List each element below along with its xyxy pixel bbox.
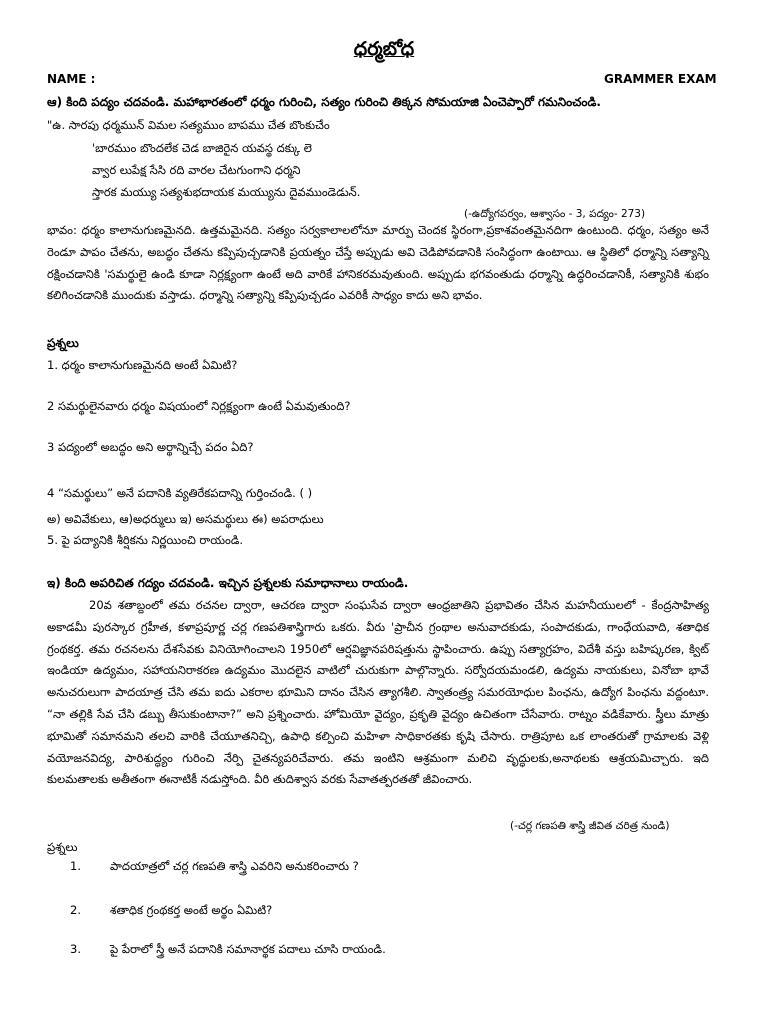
- section-i-questions-label: ప్రశ్నలు: [47, 840, 78, 854]
- question-item: [70, 942, 386, 959]
- page-title: ధర్మబోధ: [353, 38, 415, 60]
- answer-options: అ) అవివేకులు, ఆ)అధర్ములు ఇ) అసమర్థులు ఈ) అపరాధులు: [47, 512, 324, 526]
- question-number: 3.: [70, 942, 81, 956]
- question-item: 1. ధర్మం కాలానుగుణమైనది అంటే ఏమిటి?: [47, 358, 238, 372]
- poem-line: స్తారక మయ్యు సత్యశుభదాయక మయ్యును దైవముండెడున్.: [92, 185, 361, 199]
- poem-source: (-ఉద్యోగపర్వం, ఆశ్వాసం - 3, పద్యం- 273): [464, 208, 646, 220]
- section-a-heading: ఆ) కింది పద్యం చదవండి. మహాభారతంలో ధర్మం గురించి, సత్యం గురించి తిక్కన సోమయాజి ఏంచెప్పారో గమనించండి.: [47, 95, 601, 109]
- question-text: పాదయాత్రలో చర్ల గణపతి శాస్త్రి ఎవరిని అనుకరించారు ?: [110, 859, 359, 873]
- poem-line: వ్వార లుపేక్ష సేసి రది వారల చేటగుంగాని ధర్మని: [92, 163, 301, 177]
- question-text: శతాధిక గ్రంథకర్త అంటే అర్థం ఏమిటి?: [110, 903, 273, 917]
- question-item: 5. పై పద్యానికి శీర్షికను నిర్ణయించి రాయండి.: [47, 533, 243, 547]
- question-text: పై పేరాలో స్త్రీ అనే పదానికి సమానార్థక పదాలు చూసి రాయండి.: [110, 942, 386, 956]
- poem-line: "ఉ. సారపు ధర్మమున్ విమల సత్యముం బాపము చేత బొంకుచేం: [47, 118, 330, 132]
- bhavam-paragraph: భావం: ధర్మం కాలానుగుణమైనది. ఉత్తమమైనది. సత్యం సర్వకాలాలలోనూ మార్పు చెందక స్థిరంగా,ప్రకాశవంతమైనదిగా ఉంటుంది. ధర్మం, సత్యం అనే రెండూ పాపం చేతను, అబద్ధం చేతను కప్పిపుచ్చడానికి ప్రయత్నం చేస్తే అప్పుడు అవి చెడిపోవడానికి సంసిద్ధంగా ఉంటాయి. ఆ స్థితిలో ధర్మాన్ని సత్యాన్ని రక్షించడానికి 'సమర్థులై ఉండి కూడా నిర్లక్ష్యంగా ఉంటే అది వారికే హానికరమవుతుంది. అప్పుడు భగవంతుడు ధర్మాన్ని ఉద్ధరించడానికీ, సత్యానికి శుభం కలిగించడానికి ముందుకు వస్తాడు. ధర్మాన్ని సత్యాన్ని కప్పిపుచ్చడం ఎవరికీ సాధ్యం కాదు అని భావం.: [47, 223, 709, 303]
- question-number: 2.: [70, 903, 81, 917]
- unseen-passage: 20వ శతాబ్దంలో తమ రచనల ద్వారా, ఆచరణ ద్వారా సంఘసేవ ద్వారా ఆంధ్రజాతిని ప్రభావితం చేసిన మహనీయులలో - కేంద్రసాహిత్య అకాడమీ పురస్కార గ్రహీత, కళాప్రపూర్ణ చర్ల గణపతిశాస్త్రిగారు ఒకరు. వీరు 'ప్రాచీన గ్రంథాల అనువాదకుడు, సంపాదకుడు, గాంధేయవాది, శతాధిక గ్రంథకర్త. తమ రచనలను దేశసేవకు వినియోగించాలని 1950లో ఆర్షవిజ్ఞానపరిషత్తును స్థాపించారు. ఉప్పు సత్యాగ్రహం, విదేశీ వస్తు బహిష్కరణ, క్విట్ ఇండియా ఉద్యమం, సహాయనిరాకరణ ఉద్యమం మొదలైన వాటిలో చురుకుగా పాల్గొన్నారు. సర్వోదయమండలి, ఉద్యమ నాయకులు, వినోబా భావే అనుచరులుగా పాదయాత్ర చేసి తమ ఐదు ఎకరాల భూమిని దానం చేసిన త్యాగశీలి. స్వాతంత్ర్య సమరయోధుల పింఛను, ఉద్యోగ పింఛను వద్దంటూ. “నా తల్లికి సేవ చేసి డబ్బు తీసుకుంటానా?” అని ప్రశ్నించారు. హోమియో వైద్యం, ప్రకృతి వైద్యం ఉచితంగా చేసేవారు. రాట్నం వడికేవారు. స్త్రీలు మాత్రు భూమితో సమానమని తలచి వారికి చేయూతనిచ్చి, ఉపాధి కల్పించి మహిళా సాధికారతకు కృషి చేసారు. రాత్రిపూట ఒక లాంతరుతో గ్రామాలకు వెళ్లి వయోజనవిద్య, పారిశుద్ధ్యం గురించి నేర్పి చైతన్యపరిచేవారు. తమ ఇంటిని ఆశ్రమంగా మలిచి వృద్ధులకు,అనాథలకు ఆశ్రయమిచ్చారు. ఇది కులమతాలకు అతీతంగా ఈనాటికీ నడుస్తోంది. వీరి తుదిశ్వాస వరకు సేవాతత్పరతతో జీవించారు.: [47, 598, 709, 787]
- question-item: 4 “సమర్థులు” అనే పదానికి వ్యతిరేకపదాన్ని గుర్తించండి. ( ): [47, 486, 313, 500]
- question-item: 3 పద్యంలో అబద్ధం అని అర్థాన్నిచ్చే పదం ఏది?: [47, 440, 254, 454]
- name-label: NAME :: [47, 72, 96, 86]
- section-i-heading: ఇ) కింది అపరిచిత గద్యం చదవండి. ఇచ్చిన ప్రశ్నలకు సమాధానాలు రాయండి.: [47, 576, 409, 590]
- section-a-questions-label: ప్రశ్నలు: [47, 336, 79, 350]
- poem-line: 'బారముం బొందలేక చెడ బాజిరైన యవస్థ దక్కు లె: [92, 141, 312, 155]
- question-item: [70, 859, 359, 876]
- exam-label: GRAMMER EXAM: [604, 72, 717, 86]
- question-item: [70, 903, 272, 920]
- question-item: 2 సమర్థులైనవారు ధర్మం విషయంలో నిర్లక్ష్యంగా ఉంటే ఏమవుతుంది?: [47, 399, 351, 413]
- question-number: 1.: [70, 859, 81, 873]
- passage-source: (-చర్ల గణపతి శాస్త్రి జీవిత చరిత్ర నుండి): [510, 820, 670, 832]
